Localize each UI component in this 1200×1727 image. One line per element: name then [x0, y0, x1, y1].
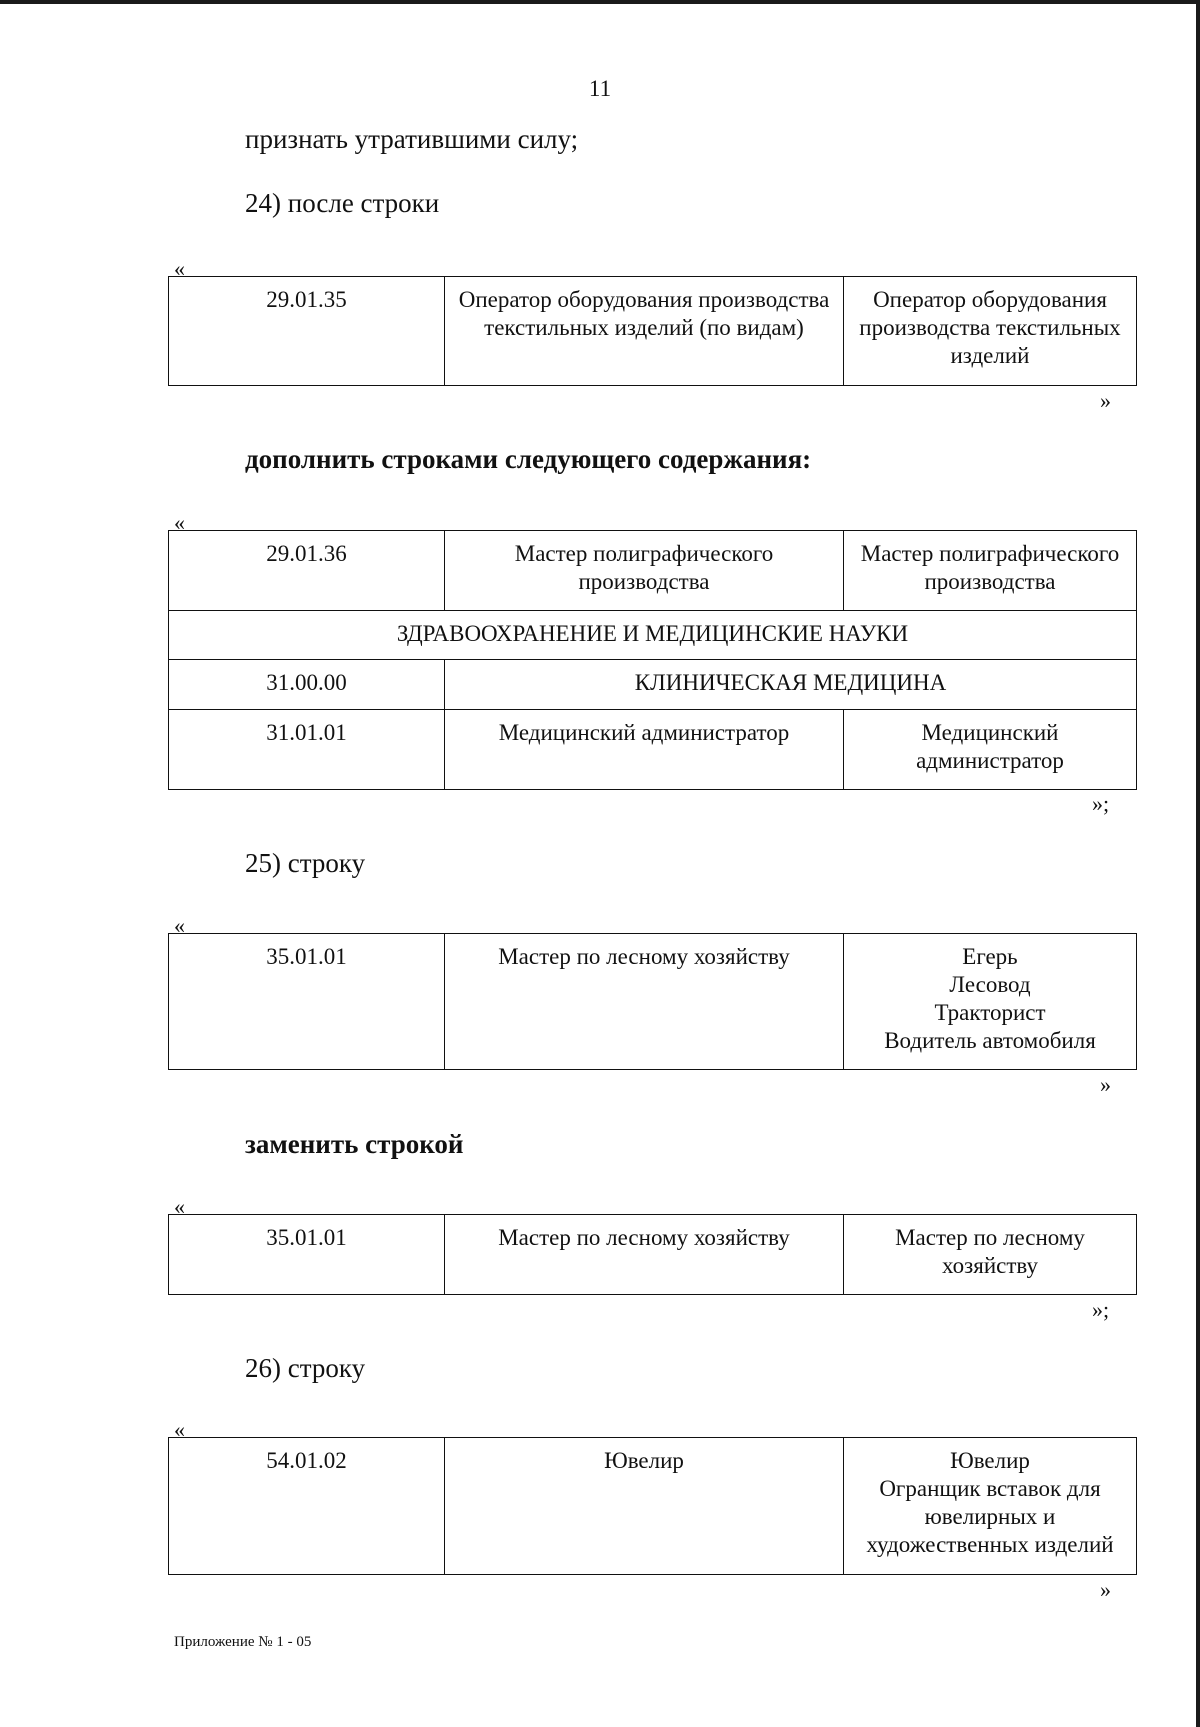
profession-cell: Оператор оборудования производства текстильных изделий (по видам)	[445, 277, 844, 386]
table-row	[169, 934, 1137, 1070]
qualification-line: Лесовод	[949, 972, 1031, 997]
quote-open-3: «	[174, 913, 185, 938]
quote-open-1: «	[174, 256, 185, 281]
profession-cell: Медицинский администратор	[445, 710, 844, 790]
table-row	[169, 1215, 1137, 1295]
table-row-26-old	[168, 1437, 1137, 1575]
quote-close-3: »	[1100, 1072, 1111, 1097]
quote-open-4: «	[174, 1194, 185, 1219]
table-row	[169, 710, 1137, 790]
table-row	[169, 531, 1137, 611]
code-cell: 54.01.02	[169, 1438, 445, 1575]
qualification-cell: Медицинский администратор	[844, 710, 1137, 790]
table-group-row	[169, 660, 1137, 710]
qualification-cell	[844, 1438, 1137, 1575]
profession-cell: Мастер по лесному хозяйству	[445, 1215, 844, 1295]
paragraph-add-rows: дополнить строками следующего содержания:	[245, 444, 812, 474]
table-row-25-new	[168, 1214, 1137, 1295]
quote-close-5: »	[1100, 1577, 1111, 1602]
footer-annex-label: Приложение № 1 - 05	[174, 1634, 312, 1650]
table-section-row	[169, 611, 1137, 660]
table-row	[169, 1438, 1137, 1575]
table-added-rows	[168, 530, 1137, 790]
qualification-line: Огранщик вставок для ювелирных и художественных изделий	[866, 1476, 1114, 1557]
scan-border-right	[1196, 0, 1200, 1727]
qualification-line: Тракторист	[934, 1000, 1046, 1025]
paragraph-item-25: 25) строку	[245, 848, 366, 878]
paragraph-item-26: 26) строку	[245, 1353, 366, 1383]
code-cell: 35.01.01	[169, 1215, 445, 1295]
code-cell: 29.01.36	[169, 531, 445, 611]
quote-open-2: «	[174, 510, 185, 535]
code-cell: 31.01.01	[169, 710, 445, 790]
paragraph-repeal: признать утратившими силу;	[245, 124, 579, 154]
profession-cell: Мастер полиграфического производства	[445, 531, 844, 611]
paragraph-replace-with: заменить строкой	[245, 1129, 464, 1159]
quote-close-1: »	[1100, 388, 1111, 413]
qualification-cell: Мастер полиграфического производства	[844, 531, 1137, 611]
table-row-25-old	[168, 933, 1137, 1070]
section-heading-cell: ЗДРАВООХРАНЕНИЕ И МЕДИЦИНСКИЕ НАУКИ	[169, 611, 1137, 660]
paragraph-item-24: 24) после строки	[245, 188, 440, 218]
quote-open-5: «	[174, 1417, 185, 1442]
profession-cell: Мастер по лесному хозяйству	[445, 934, 844, 1070]
qualification-line: Егерь	[962, 944, 1018, 969]
qualification-line: Ювелир	[950, 1448, 1030, 1473]
quote-close-2: »;	[1092, 791, 1110, 816]
qualification-cell	[844, 934, 1137, 1070]
table-row	[169, 277, 1137, 386]
qualification-line: Водитель автомобиля	[884, 1028, 1096, 1053]
scan-border-top	[0, 0, 1200, 4]
code-cell: 29.01.35	[169, 277, 445, 386]
profession-cell: Ювелир	[445, 1438, 844, 1575]
group-code-cell: 31.00.00	[169, 660, 445, 710]
code-cell: 35.01.01	[169, 934, 445, 1070]
page-number: 11	[588, 76, 612, 101]
quote-close-4: »;	[1092, 1297, 1110, 1322]
qualification-cell: Оператор оборудования производства текстильных изделий	[844, 277, 1137, 386]
group-name-cell: КЛИНИЧЕСКАЯ МЕДИЦИНА	[445, 660, 1137, 710]
table-after-row	[168, 276, 1137, 386]
qualification-cell: Мастер по лесному хозяйству	[844, 1215, 1137, 1295]
